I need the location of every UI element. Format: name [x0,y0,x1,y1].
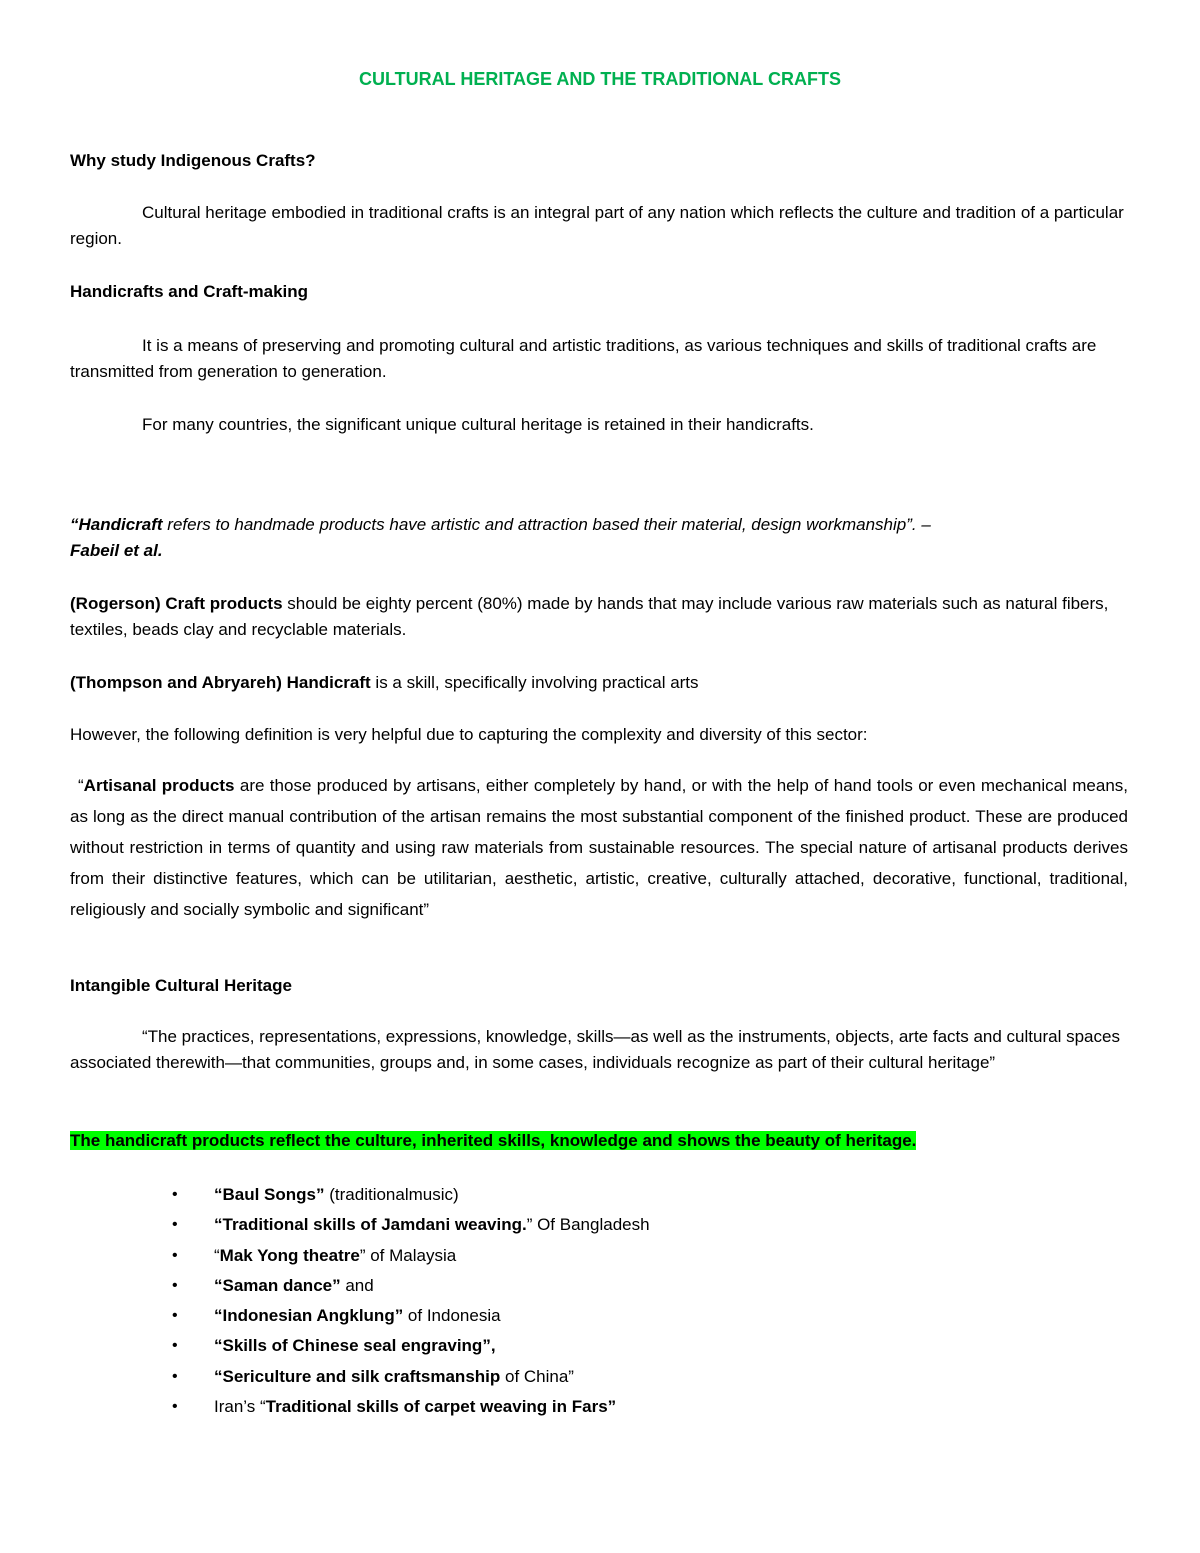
highlight-sentence-line [70,1128,1128,1154]
list-item-prefix: “ [214,1245,220,1265]
bullet-icon: • [172,1276,178,1294]
list-item-bold: Traditional skills of carpet weaving in Fars” [265,1397,617,1417]
document-title: CULTURAL HERITAGE AND THE TRADITIONAL CRAFTS [359,69,841,89]
rogerson-term: Craft products [165,594,283,613]
bullet-icon: • [172,1246,178,1264]
artisanal-quote [70,770,1128,925]
definition-author: Fabeil et al. [70,541,163,560]
bullet-icon: • [172,1186,178,1203]
paragraph-preserving: It is a means of preserving and promoting cultural and artistic traditions, as various techniques and skills of traditional crafts are transmitted from generation to generation. [70,336,1097,381]
rogerson-text: should be eighty percent (80%) made by hands that may include various raw materials such as natural fibers, textiles, beads clay and recyclable materials. [70,594,1109,639]
list-item-bold: “Sericulture and silk craftsmanship [214,1366,501,1386]
list-item-bold: “Skills of Chinese seal engraving”, [214,1336,496,1356]
list-item [172,1331,1072,1361]
bullet-icon: • [172,1398,178,1416]
list-item-suffix: of Indonesia [403,1306,501,1326]
list-item-bold: “Traditional skills of Jamdani weaving. [214,1215,527,1235]
list-item-prefix: Iran’s “ [214,1397,266,1417]
list-item [172,1271,1072,1301]
list-item-suffix: (traditionalmusic) [324,1185,459,1204]
list-item [172,1241,1072,1271]
definition-fabeil [70,512,1128,564]
list-item-bold: “Saman dance” [214,1275,341,1295]
heading-handicrafts: Handicrafts and Craft-making [70,282,309,301]
bullet-icon: • [172,1337,178,1355]
heritage-list [172,1180,1072,1422]
artisanal-term: Artisanal products [83,776,235,795]
bullet-icon: • [172,1367,178,1385]
list-item [172,1392,1072,1422]
list-item [172,1210,1072,1240]
rogerson-author: (Rogerson) [70,594,161,613]
thompson-term: Handicraft [286,673,371,692]
definition-rogerson [70,591,1128,643]
list-item-bold: Mak Yong theatre [219,1245,360,1265]
definition-text: refers to handmade products have artistic and attraction based their material, design workmanship”. – [162,515,931,534]
list-item [172,1301,1072,1331]
list-item-bold: “Baul Songs” [214,1185,325,1204]
bullet-icon: • [172,1216,178,1234]
artisanal-text: are those produced by artisans, either completely by hand, or with the help of hand tools or even mechanical means, as long as the direct manual contribution of the artisan remains the most substantial component of the finished product. These are produced without restriction in terms of quantity and using raw materials from sustainable resources. The special nature of artisanal products derives from their distinctive features, which can be utilitarian, aesthetic, artistic, creative, culturally attached, decorative, functional, traditional, religiously and socially symbolic and significant” [70,776,1128,919]
list-item-suffix: of China” [500,1366,574,1386]
definition-open-quote: “ [70,515,79,534]
heading-why-study: Why study Indigenous Crafts? [70,151,316,170]
bullet-icon: • [172,1307,178,1325]
thompson-author: (Thompson and Abryareh) [70,673,282,692]
paragraph-many-countries: For many countries, the significant unique cultural heritage is retained in their handicrafts. [142,415,814,434]
list-item-suffix: ” of Malaysia [359,1245,457,1265]
definition-thompson [70,670,1128,696]
list-item [172,1180,1072,1210]
thompson-text: is a skill, specifically involving practical arts [370,673,699,692]
list-item-suffix: and [340,1275,374,1295]
paragraph-practices: “The practices, representations, expressions, knowledge, skills—as well as the instruments, objects, arte facts and cultural spaces associated therewith—that communities, groups and, in some cases, individuals recognize as part of their cultural heritage” [70,1027,1120,1072]
list-item-suffix: ” Of Bangladesh [526,1215,650,1235]
highlighted-sentence: The handicraft products reflect the culture, inherited skills, knowledge and shows the beauty of heritage. [70,1131,917,1150]
list-item-bold: “Indonesian Angklung” [214,1306,404,1326]
definition-term: Handicraft [78,515,163,534]
artisanal-open-quote: “ [78,776,84,795]
intro-sentence: However, the following definition is very helpful due to capturing the complexity and diversity of this sector: [70,725,868,744]
heading-intangible: Intangible Cultural Heritage [70,976,292,995]
paragraph-cultural-heritage: Cultural heritage embodied in traditional crafts is an integral part of any nation which reflects the culture and tradition of a particular region. [70,203,1124,248]
list-item [172,1362,1072,1392]
